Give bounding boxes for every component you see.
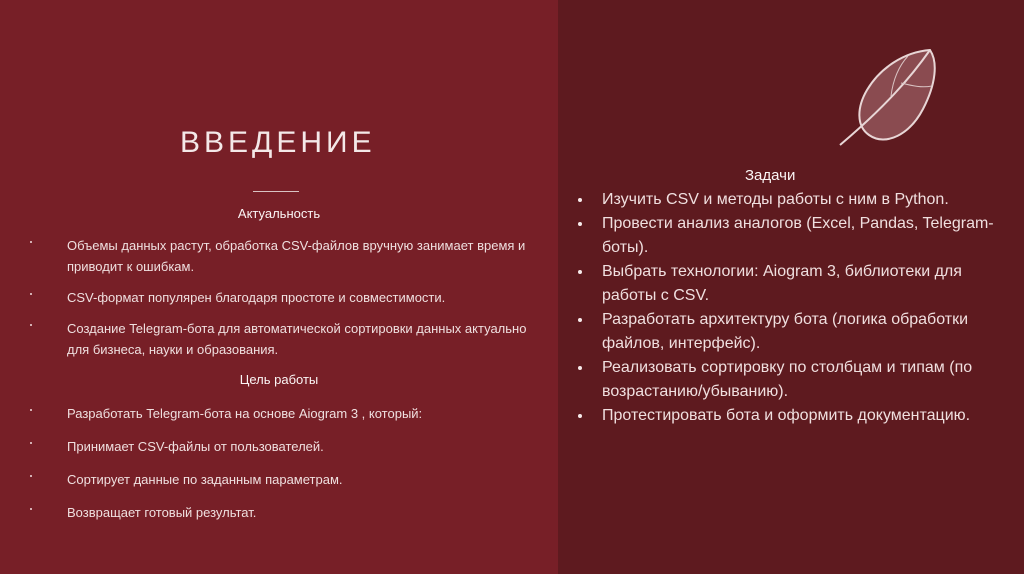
goal-list-item [30,436,540,457]
tasks-heading: Задачи [745,167,796,184]
goal-item-text: Сортирует данные по заданным параметрам. [67,472,343,487]
title-divider [253,191,299,192]
bullet-icon [30,475,32,477]
bullet-icon [30,409,32,411]
task-item-text: Реализовать сортировку по столбцам и типам (по возрастанию/убыванию). [602,359,973,400]
goal-heading: Цель работы [239,372,319,387]
bullet-icon [30,442,32,444]
goal-list-item [30,469,540,490]
slide-title: ВВЕДЕНИЕ [180,126,376,159]
relevance-item-text: CSV-формат популярен благодаря простоте и совместимости. [67,290,446,305]
task-list-item [576,188,996,212]
task-list-item [576,356,996,404]
goal-list-item [30,502,540,523]
bullet-icon [30,324,32,326]
bullet-icon [578,318,582,322]
task-list-item [576,260,996,308]
bullet-icon [30,293,32,295]
goal-item-text: Разработать Telegram-бота на основе Aiogram 3 , который: [67,406,423,421]
bullet-icon [578,222,582,226]
goal-item-text: Принимает CSV-файлы от пользователей. [67,439,324,454]
relevance-list-item [30,318,540,360]
task-item-text: Протестировать бота и оформить документацию. [602,407,971,424]
relevance-heading: Актуальность [237,206,321,221]
goal-item-text: Возвращает готовый результат. [67,505,257,520]
relevance-item-text: Создание Telegram-бота для автоматической сортировки данных актуально для бизнеса, науки и образования. [67,321,527,357]
task-item-text: Разработать архитектуру бота (логика обработки файлов, интерфейс). [602,311,969,352]
bullet-icon [578,198,582,202]
leaf-icon [838,44,938,148]
goal-list-item [30,403,540,424]
bullet-icon [30,241,32,243]
task-item-text: Провести анализ аналогов (Excel, Pandas, Telegram-боты). [602,215,994,256]
bullet-icon [30,508,32,510]
goal-list [30,403,540,535]
task-list-item [576,404,996,428]
bullet-icon [578,414,582,418]
relevance-list-item [30,235,540,277]
task-item-text: Выбрать технологии: Aiogram 3, библиотеки для работы с CSV. [602,263,962,304]
relevance-item-text: Объемы данных растут, обработка CSV-файлов вручную занимает время и приводит к ошибкам. [67,238,526,274]
task-list-item [576,212,996,260]
bullet-icon [578,366,582,370]
relevance-list-item [30,287,540,308]
task-item-text: Изучить CSV и методы работы с ним в Python. [602,191,949,208]
relevance-list [30,235,540,370]
tasks-list [576,188,996,428]
task-list-item [576,308,996,356]
bullet-icon [578,270,582,274]
